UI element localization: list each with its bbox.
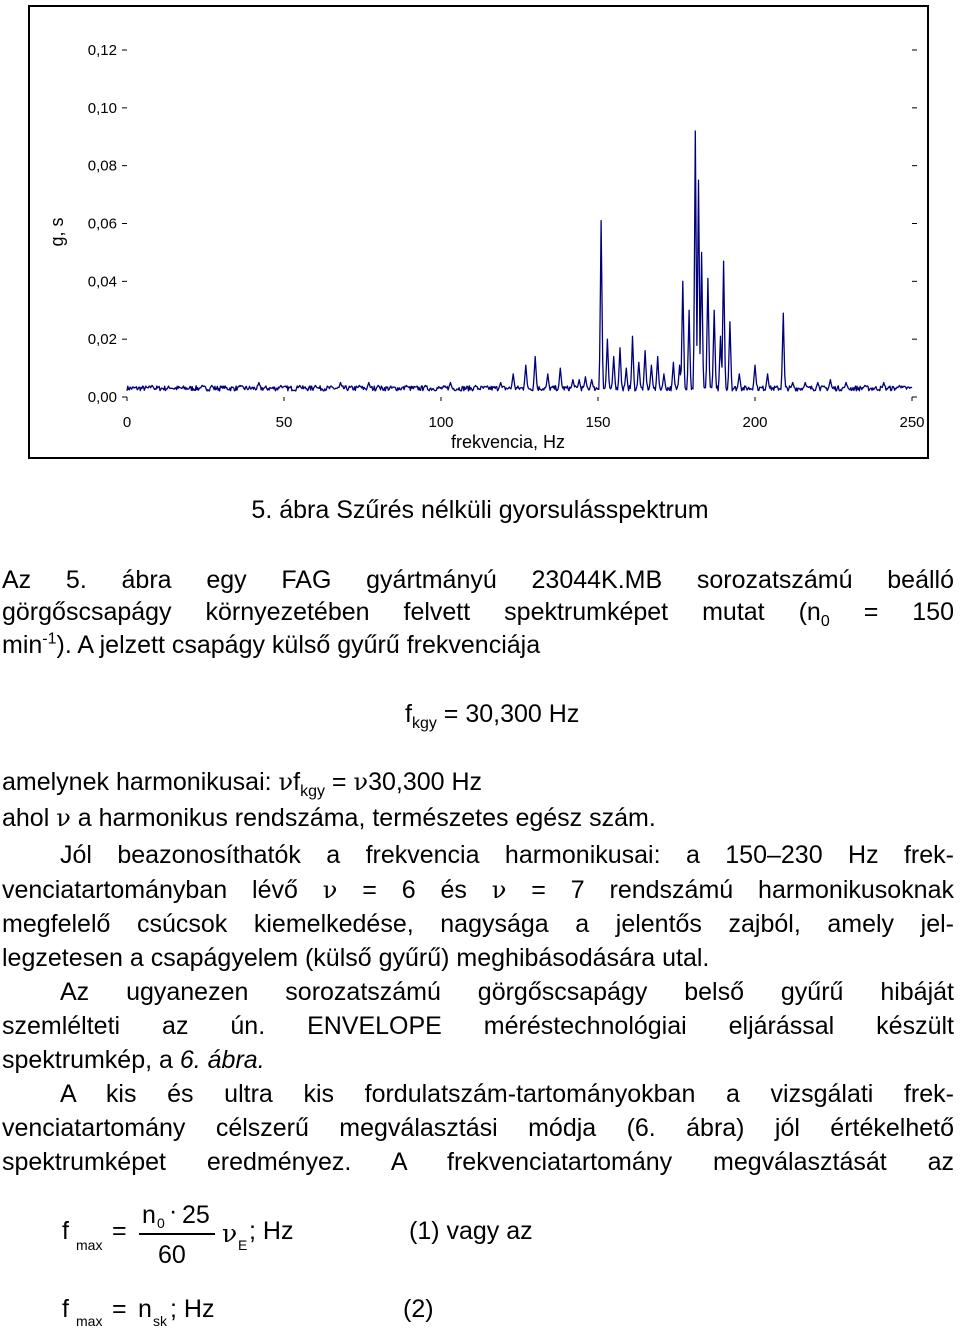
ahol-line: ahol ν a harmonikus rendszáma, természetes egész szám.	[2, 804, 656, 832]
x-tick-label: 200	[742, 414, 768, 431]
eq2-f-sub: max	[76, 1313, 103, 1329]
spectrum-chart	[0, 0, 960, 470]
para3-line1: Az ugyanezen sorozatszámú görgőscsapágy belső gyűrű hibáját	[60, 978, 954, 1006]
eq2-label: (2)	[403, 1295, 434, 1323]
eq1-fraction-bar	[139, 1233, 215, 1235]
y-tick-label: 0,12	[87, 42, 117, 59]
x-tick-label: 150	[585, 414, 611, 431]
y-tick-label: 0,10	[87, 99, 117, 117]
x-axis-label: frekvencia, Hz	[450, 432, 566, 452]
para4-line2: venciatartomány célszerű megválasztási módja (6. ábra) jól értékelhető	[2, 1114, 954, 1142]
para1-line3: $\min^{-1}$). A jelzett csapágy külső gyűrű frekvenciája	[2, 630, 541, 659]
eq1-nu: ν	[222, 1219, 238, 1248]
eq1-num-n: n	[142, 1201, 156, 1229]
spectrum-line	[127, 131, 912, 391]
y-axis-label: g, s	[47, 217, 67, 247]
formula-fkgy: $f_{kgy} = 30,300$ Hz	[405, 700, 580, 732]
para4-line3: spektrumképet eredményez. A frekvenciatartomány megválasztását az	[2, 1148, 954, 1176]
eq1-unit: ; Hz	[249, 1217, 294, 1245]
eq1-num-dot: ·	[169, 1197, 178, 1225]
y-tick-label: 0,00	[87, 389, 117, 406]
eq1-equals: =	[112, 1217, 127, 1245]
figure-caption: 5. ábra Szűrés nélküli gyorsulásspektrum	[251, 496, 709, 524]
y-tick-label: 0,08	[87, 157, 117, 175]
eq2-n: n	[138, 1295, 152, 1323]
eq1-num-sub: 0	[157, 1215, 165, 1231]
x-tick-label: 0	[122, 414, 132, 431]
eq2-f: f	[62, 1295, 69, 1323]
eq2-unit: ; Hz	[170, 1295, 215, 1323]
y-tick-label: 0,06	[87, 215, 117, 233]
para3-line2: szemlélteti az ún. ENVELOPE méréstechnológiai eljárással készült	[2, 1012, 954, 1040]
x-tick-label: 50	[275, 414, 293, 431]
y-tick-label: 0,02	[87, 331, 117, 349]
eq1-nu-sub: E	[238, 1237, 248, 1253]
eq2-equals: =	[112, 1295, 127, 1323]
eq1-label: (1) vagy az	[409, 1217, 533, 1245]
para2-line2: venciatartományban lévő ν = 6 és ν = 7 rendszámú harmonikusoknak	[2, 876, 954, 904]
para4-line1: A kis és ultra kis fordulatszám-tartományokban a vizsgálati frek-	[60, 1080, 954, 1108]
para2-line4: legzetesen a csapágyelem (külső gyűrű) meghibásodására utal.	[2, 944, 710, 972]
para3-line3: spektrumkép, a 6. ábra.	[2, 1046, 265, 1074]
y-tick-label: 0,04	[87, 273, 117, 291]
x-tick-label: 250	[899, 414, 925, 431]
x-tick-label: 100	[428, 414, 454, 431]
eq1-den: 60	[158, 1241, 186, 1269]
para2-line3: megfelelő csúcsok kiemelkedése, nagysága a jelentős zajból, amely jel-	[2, 910, 954, 938]
para1-line1: Az 5. ábra egy FAG gyártmányú 23044K.MB sorozatszámú beálló	[2, 566, 954, 594]
eq1-f-sub: max	[76, 1237, 103, 1253]
eq1-f: f	[62, 1217, 69, 1245]
para1-line2: görgőscsapágy környezetében felvett spektrumképet mutat ($n_0 = 150$	[2, 598, 954, 630]
para2-line1: Jól beazonosíthatók a frekvencia harmonikusai: a 150–230 Hz frek-	[60, 841, 954, 869]
eq1-num-val: 25	[182, 1201, 210, 1229]
eq2-n-sub: sk	[153, 1313, 167, 1329]
harmonics-line: amelynek harmonikusai: $\nu f_{kgy} = \nu 30,300$ Hz	[2, 768, 483, 800]
